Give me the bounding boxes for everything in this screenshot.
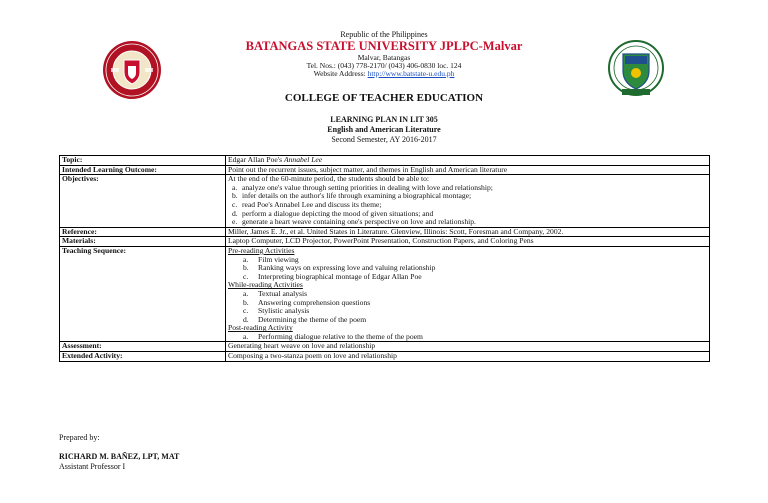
activity-item: b. Answering comprehension questions (243, 297, 371, 307)
assessment-value: Generating heart weave on love and relationship (226, 342, 710, 352)
reference-row (60, 227, 710, 237)
activity-item: a. Film viewing (243, 254, 299, 264)
objective-item: e. generate a heart weave containing one's perspective on love and relationship. (232, 217, 476, 227)
activity-item: a. Textual analysis (243, 288, 308, 298)
extended-activity-label: Extended Activity: (60, 352, 226, 362)
activity-item: a. Performing dialogue relative to the theme of the poem (243, 331, 423, 341)
materials-row (60, 237, 710, 247)
prepared-by-label: Prepared by: (59, 433, 100, 442)
learning-plan-table (59, 155, 710, 362)
topic-label: Topic: (60, 156, 226, 166)
preparer-position: Assistant Professor I (59, 462, 126, 471)
pre-reading-heading: Pre-reading Activities (228, 246, 295, 255)
activity-item: b. Ranking ways on expressing love and valuing relationship (243, 263, 436, 273)
objective-item: a. analyze one's value through setting priorities in dealing with love and relationship; (232, 182, 493, 192)
plan-subject: English and American Literature (327, 125, 441, 134)
objective-item: d. perform a dialogue depicting the mood of given situations; and (232, 208, 434, 218)
assessment-row (60, 342, 710, 352)
college-name: COLLEGE OF TEACHER EDUCATION (284, 92, 484, 104)
activity-item: c. Interpreting biographical montage of Edgar Allan Poe (243, 271, 422, 281)
extended-activity-value: Composing a two-stanza poem on love and relationship (226, 352, 710, 362)
objectives-label: Objectives: (60, 175, 226, 228)
ilo-value: Point out the recurrent issues, subject matter, and themes in English and American literature (226, 165, 710, 175)
telephone-numbers: Tel. Nos.: (043) 778-2170/ (043) 406-0830 loc. 124 (306, 61, 462, 70)
objectives-row (60, 175, 710, 228)
website-label: Website Address: (313, 69, 368, 78)
topic-value (226, 156, 710, 166)
website-link[interactable]: http://www.batstate-u.edu.ph (367, 69, 455, 78)
teaching-sequence-value (226, 246, 710, 342)
extended-activity-row (60, 352, 710, 362)
preparer-name: RICHARD M. BAÑEZ, LPT, MAT (59, 452, 180, 461)
materials-value: Laptop Computer, LCD Projector, PowerPoint Presentation, Construction Papers, and Coloring Pens (226, 237, 710, 247)
topic-title: Annabel Lee (284, 155, 323, 164)
ilo-label: Intended Learning Outcome: (60, 165, 226, 175)
university-address: Malvar, Batangas (357, 53, 411, 62)
reference-label: Reference: (60, 227, 226, 237)
materials-label: Materials: (60, 237, 226, 247)
objective-item: c. read Poe's Annabel Lee and discuss its theme; (232, 199, 382, 209)
topic-row (60, 156, 710, 166)
while-reading-heading: While-reading Activities (228, 280, 303, 290)
objective-item: b. infer details on the author's life through examining a biographical montage; (232, 191, 472, 201)
plan-semester: Second Semester, AY 2016-2017 (331, 135, 437, 144)
assessment-label: Assessment: (60, 342, 226, 352)
ilo-row (60, 165, 710, 175)
republic-line: Republic of the Philippines (340, 30, 428, 39)
university-seal-logo (102, 40, 162, 100)
teaching-sequence-row (60, 246, 710, 342)
topic-prefix: Edgar Allan Poe's (228, 155, 284, 164)
objectives-intro: At the end of the 60-minute period, the students should be able to: (228, 174, 429, 184)
post-reading-heading: Post-reading Activity (228, 323, 293, 333)
plan-title: LEARNING PLAN IN LIT 305 (330, 115, 438, 124)
campus-emblem-logo (607, 39, 665, 101)
activity-item: c. Stylistic analysis (243, 306, 310, 316)
teaching-sequence-label: Teaching Sequence: (60, 246, 226, 342)
objectives-value (226, 175, 710, 228)
activity-item: d. Determining the theme of the poem (243, 314, 367, 324)
university-name: BATANGAS STATE UNIVERSITY JPLPC-Malvar (245, 39, 523, 53)
reference-value: Miller, James E. Jr., et al. United States in Literature. Glenview, Illinois: Scott, Foresman and Company, 2002. (226, 227, 710, 237)
